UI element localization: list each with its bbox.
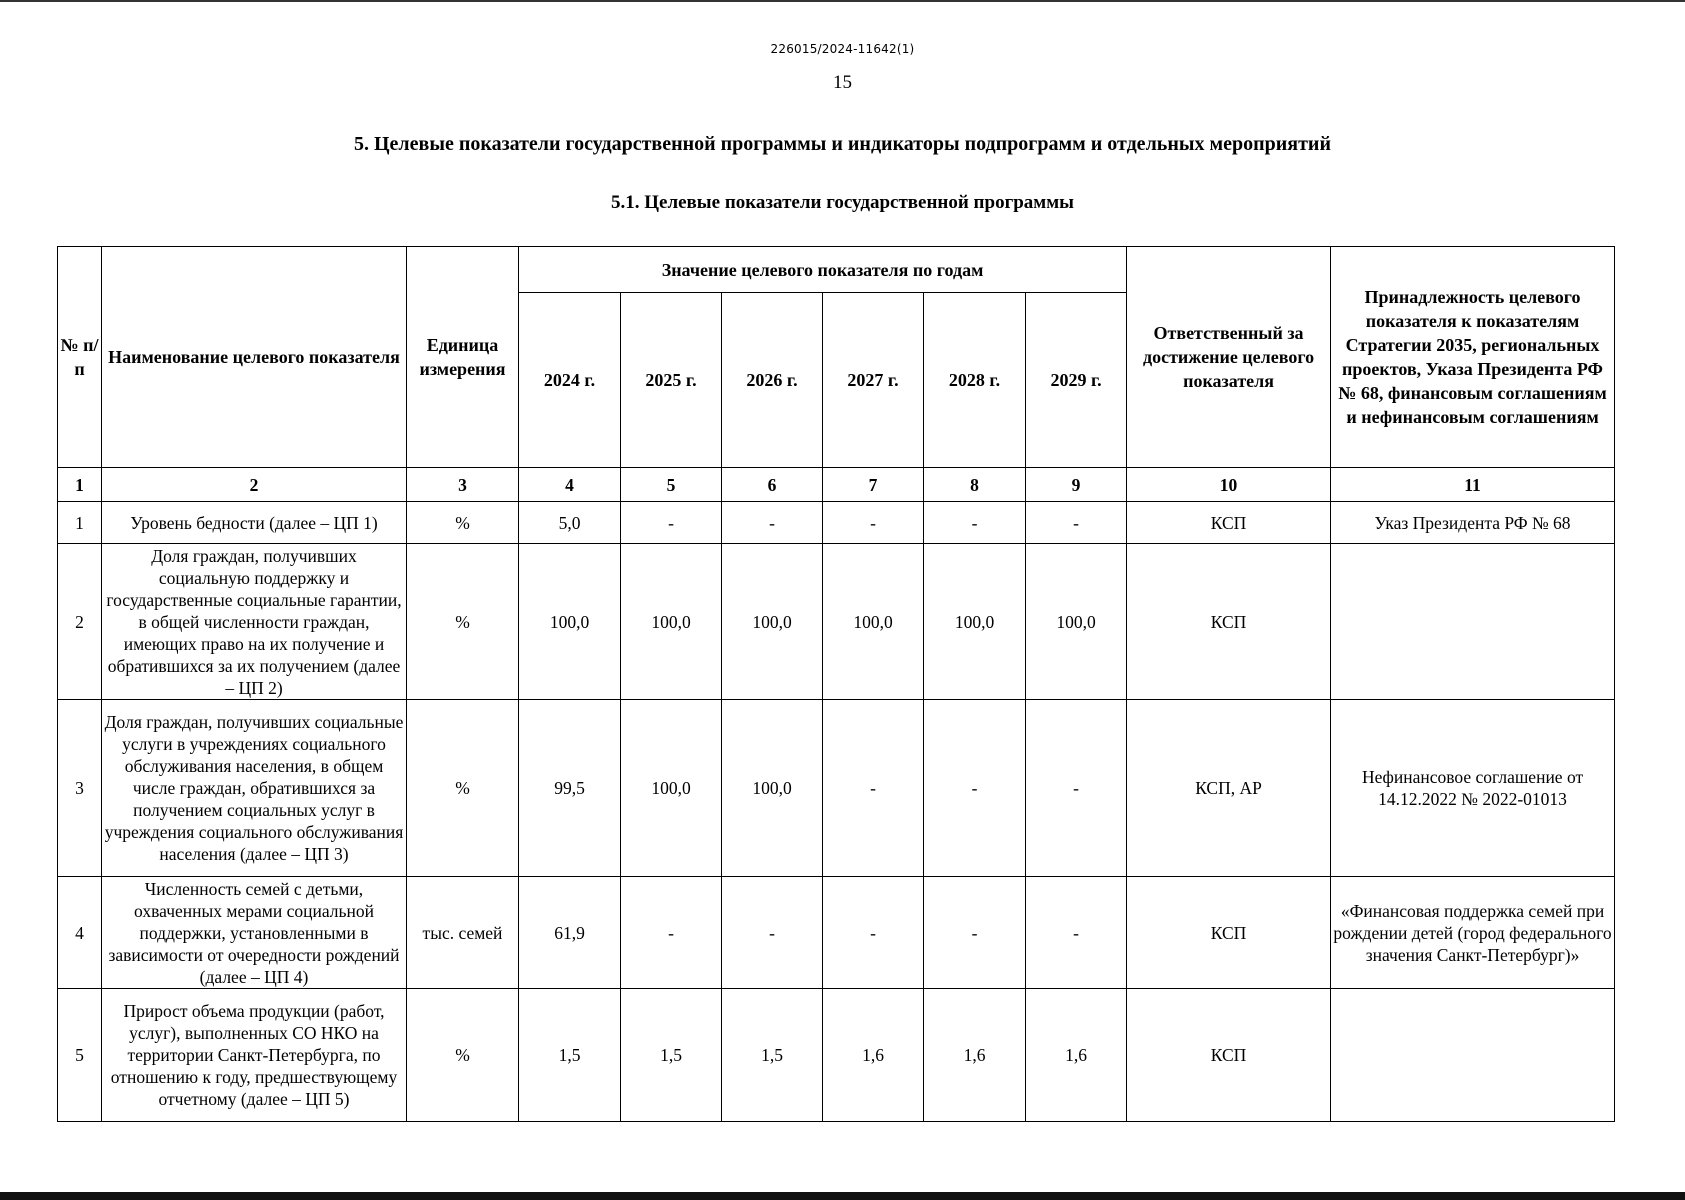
unit: % — [407, 700, 519, 877]
row-num: 2 — [58, 544, 102, 700]
column-number: 9 — [1026, 468, 1127, 502]
value-2027: - — [823, 700, 924, 877]
target-indicators-table — [57, 246, 1615, 1122]
subsection-title: 5.1. Целевые показатели государственной программы — [610, 192, 1074, 213]
indicator-name: Прирост объема продукции (работ, услуг), выполненных СО НКО на территории Санкт-Петербурга, по отношению к году, предшествующему отчетному (далее – ЦП 5) — [102, 989, 407, 1122]
top-border — [0, 0, 1685, 2]
value-2025: - — [621, 502, 722, 544]
indicator-name: Доля граждан, получивших социальную поддержку и государственные социальные гарантии, в общей численности граждан, имеющих право на их получение и обратившихся за их получением (далее – ЦП 2) — [102, 544, 407, 700]
row-num: 4 — [58, 877, 102, 989]
header-year-2028: 2028 г. — [924, 293, 1026, 468]
header-year-2029: 2029 г. — [1026, 293, 1127, 468]
header-year-2026: 2026 г. — [722, 293, 823, 468]
value-2028: - — [924, 502, 1026, 544]
value-2029: 100,0 — [1026, 544, 1127, 700]
unit: тыс. семей — [407, 877, 519, 989]
value-2028: 1,6 — [924, 989, 1026, 1122]
column-number: 6 — [722, 468, 823, 502]
belongs: «Финансовая поддержка семей при рождении детей (город федерального значения Санкт-Петербург)» — [1331, 877, 1615, 989]
table-row — [58, 700, 1615, 877]
responsible: КСП, АР — [1127, 700, 1331, 877]
belongs: Нефинансовое соглашение от 14.12.2022 № 2022-01013 — [1331, 700, 1615, 877]
value-2026: - — [722, 877, 823, 989]
column-number: 1 — [58, 468, 102, 502]
value-2028: 100,0 — [924, 544, 1026, 700]
value-2024: 5,0 — [519, 502, 621, 544]
header-belongs: Принадлежность целевого показателя к показателям Стратегии 2035, региональных проектов, Указа Президента РФ № 68, финансовым соглашениям и нефинансовым соглашениям — [1331, 247, 1615, 468]
value-2028: - — [924, 877, 1026, 989]
row-num: 1 — [58, 502, 102, 544]
belongs — [1331, 989, 1615, 1122]
value-2025: - — [621, 877, 722, 989]
value-2026: - — [722, 502, 823, 544]
row-num: 3 — [58, 700, 102, 877]
column-number: 10 — [1127, 468, 1331, 502]
value-2026: 100,0 — [722, 700, 823, 877]
value-2025: 1,5 — [621, 989, 722, 1122]
value-2026: 100,0 — [722, 544, 823, 700]
value-2029: - — [1026, 700, 1127, 877]
column-number: 4 — [519, 468, 621, 502]
value-2025: 100,0 — [621, 700, 722, 877]
section-title: 5. Целевые показатели государственной программы и индикаторы подпрограмм и отдельных мероприятий — [354, 133, 1331, 155]
unit: % — [407, 502, 519, 544]
responsible: КСП — [1127, 877, 1331, 989]
value-2029: - — [1026, 877, 1127, 989]
unit: % — [407, 544, 519, 700]
column-number: 7 — [823, 468, 924, 502]
value-2024: 99,5 — [519, 700, 621, 877]
belongs — [1331, 544, 1615, 700]
document-id: 226015/2024-11642(1) — [770, 42, 915, 56]
page-number: 15 — [833, 72, 852, 93]
value-2027: - — [823, 877, 924, 989]
responsible: КСП — [1127, 502, 1331, 544]
value-2027: - — [823, 502, 924, 544]
column-number: 5 — [621, 468, 722, 502]
table-row — [58, 989, 1615, 1122]
indicator-name: Численность семей с детьми, охваченных мерами социальной поддержки, установленными в зависимости от очередности рождений (далее – ЦП 4) — [102, 877, 407, 989]
responsible: КСП — [1127, 989, 1331, 1122]
column-number: 11 — [1331, 468, 1615, 502]
value-2027: 1,6 — [823, 989, 924, 1122]
value-2027: 100,0 — [823, 544, 924, 700]
unit: % — [407, 989, 519, 1122]
header-responsible: Ответственный за достижение целевого показателя — [1127, 247, 1331, 468]
value-2026: 1,5 — [722, 989, 823, 1122]
header-year-2024: 2024 г. — [519, 293, 621, 468]
value-2024: 100,0 — [519, 544, 621, 700]
table-row — [58, 502, 1615, 544]
value-2028: - — [924, 700, 1026, 877]
column-number: 3 — [407, 468, 519, 502]
belongs: Указ Президента РФ № 68 — [1331, 502, 1615, 544]
table-row — [58, 544, 1615, 700]
header-num: № п/п — [58, 247, 102, 468]
value-2025: 100,0 — [621, 544, 722, 700]
value-2029: 1,6 — [1026, 989, 1127, 1122]
indicator-name: Доля граждан, получивших социальные услуги в учреждениях социального обслуживания населения, в общем числе граждан, обратившихся за получением социальных услуг в учреждения социального обслуживания населения (далее – ЦП 3) — [102, 700, 407, 877]
responsible: КСП — [1127, 544, 1331, 700]
value-2024: 61,9 — [519, 877, 621, 989]
header-year-2027: 2027 г. — [823, 293, 924, 468]
bottom-border — [0, 1192, 1685, 1200]
indicator-name: Уровень бедности (далее – ЦП 1) — [102, 502, 407, 544]
table-row — [58, 877, 1615, 989]
column-numbers-row — [58, 468, 1615, 502]
header-year-2025: 2025 г. — [621, 293, 722, 468]
value-2029: - — [1026, 502, 1127, 544]
header-years-group: Значение целевого показателя по годам — [519, 247, 1127, 293]
header-name: Наименование целевого показателя — [102, 247, 407, 468]
value-2024: 1,5 — [519, 989, 621, 1122]
row-num: 5 — [58, 989, 102, 1122]
column-number: 8 — [924, 468, 1026, 502]
header-unit: Единица измерения — [407, 247, 519, 468]
column-number: 2 — [102, 468, 407, 502]
